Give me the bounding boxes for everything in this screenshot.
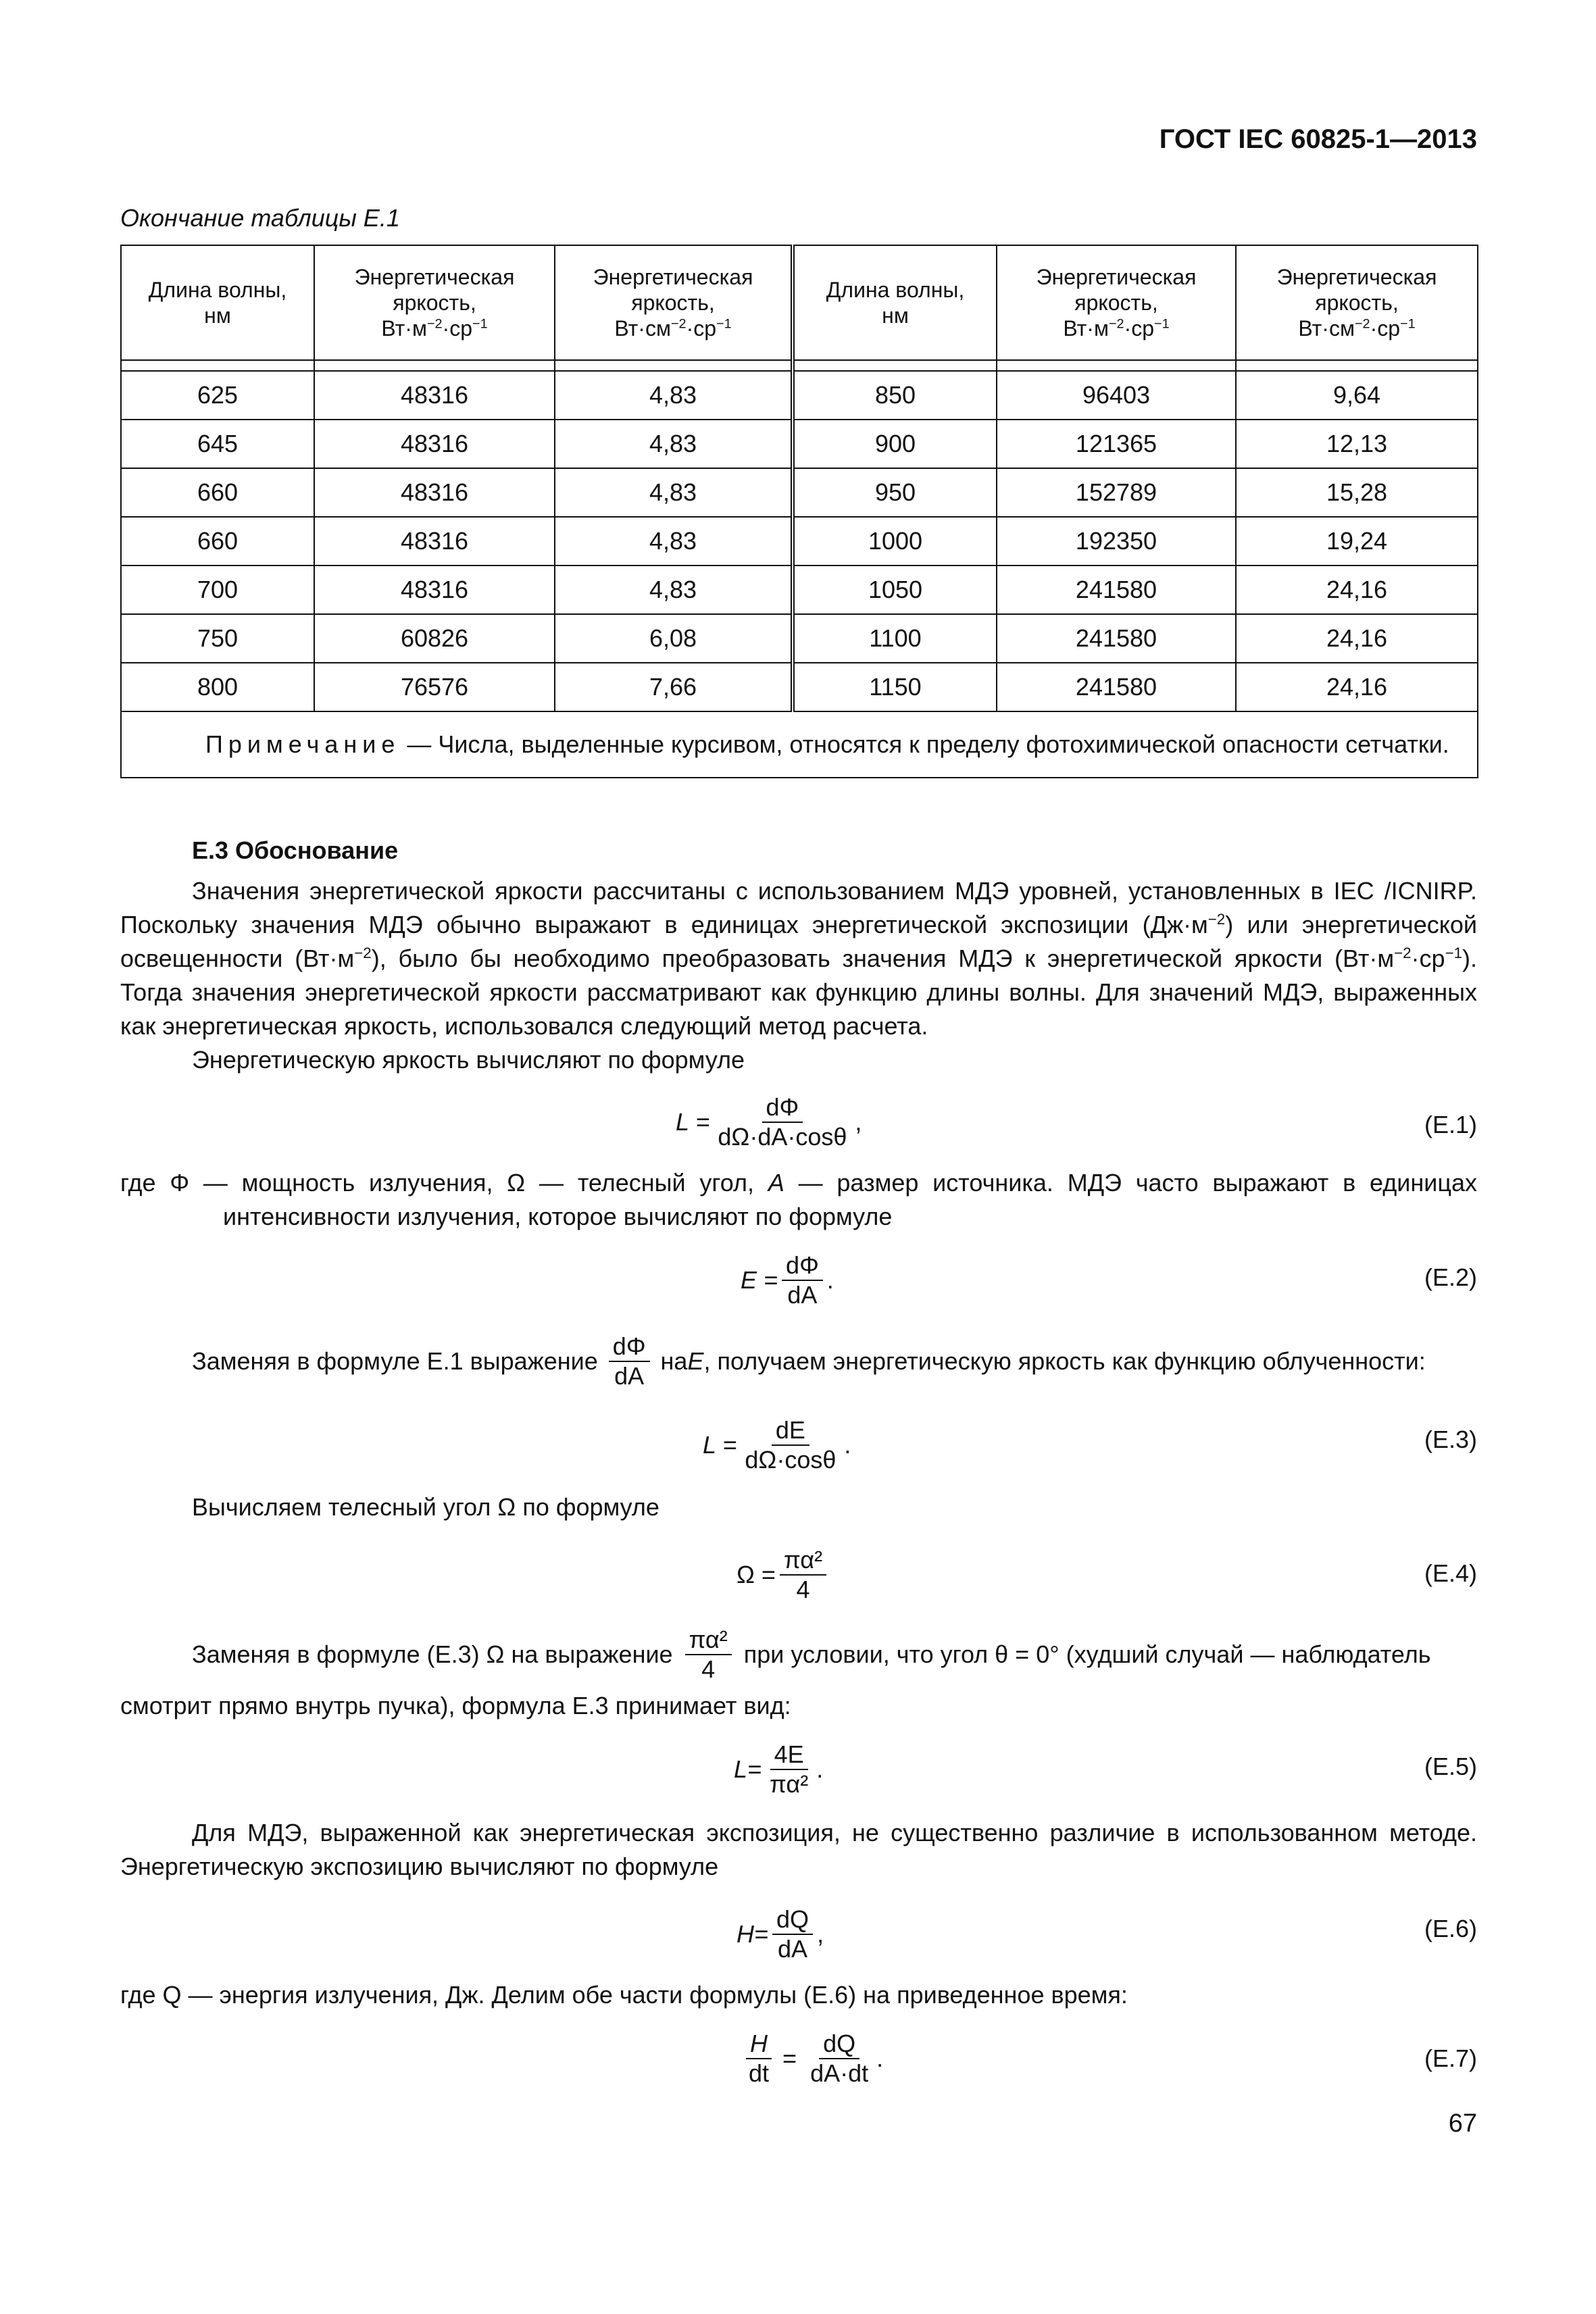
- table-cell: 950: [793, 468, 997, 517]
- table-row: [121, 517, 1478, 565]
- table-cell: 15,28: [1236, 468, 1478, 517]
- table-row: [121, 371, 1478, 420]
- table-cell: 1150: [793, 663, 997, 711]
- table-cell: 4,83: [555, 371, 793, 420]
- table-cell: 96403: [997, 371, 1236, 420]
- table-cell: 660: [121, 517, 314, 565]
- header-radiance-cm-1: Энергетическая яркость, $Вт\cdot см^{-2}\cdot ср^{-1}$: [555, 245, 793, 360]
- header-wavelength-2: Длина волны, нм: [793, 245, 997, 360]
- formula-e2: E = $\frac{d\Phi}{dA}$ .: [741, 1251, 834, 1309]
- standard-header: ГОСТ IEC 60825-1—2013: [1159, 124, 1477, 154]
- formula-e6: H= $\frac{dQ}{dA}$ ,: [737, 1905, 824, 1963]
- table-cell: 48316: [314, 420, 555, 468]
- table-header-row: [121, 245, 1478, 360]
- table-cell: 700: [121, 565, 314, 614]
- header-radiance-cm-2: Энергетическая яркость, $Вт\cdot см^{-2}\cdot ср^{-1}$: [1236, 245, 1478, 360]
- page-number: 67: [1448, 2109, 1477, 2138]
- table-row: [121, 468, 1478, 517]
- table-cell: 24,16: [1236, 614, 1478, 663]
- header-separator: [121, 360, 1478, 371]
- table-cell: 48316: [314, 517, 555, 565]
- table-caption: Окончание таблицы Е.1: [120, 204, 400, 232]
- section-heading: Е.3 Обоснование: [192, 836, 399, 864]
- table-cell: 76576: [314, 663, 555, 711]
- formula-e5: L= $\frac{4E}{\text{πα²}}$ .: [734, 1740, 824, 1798]
- table-cell: 241580: [997, 663, 1236, 711]
- table-cell: 19,24: [1236, 517, 1478, 565]
- table-row: [121, 663, 1478, 711]
- table-cell: 1000: [793, 517, 997, 565]
- table-cell: 800: [121, 663, 314, 711]
- table-cell: 625: [121, 371, 314, 420]
- formula-intro: Энергетическую яркость вычисляют по формуле: [192, 1046, 745, 1074]
- equation-label-e2: (Е.2): [1424, 1263, 1477, 1291]
- table-cell: 7,66: [555, 663, 793, 711]
- substitution-line-2: Заменяя в формуле (Е.3) Ω на выражение $\frac{\text{πα²}}{4}$ при условии, что угол θ = 0° (худший случай — наблюдатель: [192, 1626, 1431, 1683]
- formula-e4: Ω = $\frac{\text{πα²}}{4}$: [737, 1546, 830, 1604]
- table-cell: 660: [121, 468, 314, 517]
- table-cell: 4,83: [555, 517, 793, 565]
- table-cell: 4,83: [555, 468, 793, 517]
- table-cell: 12,13: [1236, 420, 1478, 468]
- table-row: [121, 420, 1478, 468]
- section-paragraph-6: где Q — энергия излучения, Дж. Делим обе части формулы (Е.6) на приведенное время:: [120, 1981, 1128, 2009]
- table-cell: 750: [121, 614, 314, 663]
- section-paragraph-1: Значения энергетической яркости рассчитаны с использованием МДЭ уровней, установленных в IEC /ICNIRP. Поскольку значения МДЭ обычно выражают в единицах энергетической экспозиции $(Дж\cdot м^{-2})$ или энергетической освещенности $(Вт\cdot м^{-2})$, было бы необходимо преобразовать значения МДЭ к энергетической яркости $(Вт\cdot м^{-2}\cdot ср^{-1})$. Тогда значения энергетической яркости рассматривают как функцию длины волны. Для значений МДЭ, выраженных как энергетическая яркость, использовался следующий метод расчета. Энергетическую яркость вычисляют по формуле: [120, 874, 1477, 1077]
- table-cell: 4,83: [555, 565, 793, 614]
- header-radiance-m-1: Энергетическая яркость, $Вт\cdot м^{-2}\cdot ср^{-1}$: [314, 245, 555, 360]
- table-note: [121, 711, 1478, 778]
- table-cell: 1050: [793, 565, 997, 614]
- equation-label-e3: (Е.3): [1424, 1426, 1477, 1453]
- equation-label-e4: (Е.4): [1424, 1559, 1477, 1587]
- table-cell: 48316: [314, 565, 555, 614]
- table-row: [121, 614, 1478, 663]
- table-cell: 850: [793, 371, 997, 420]
- table-cell: 24,16: [1236, 663, 1478, 711]
- table-cell: 24,16: [1236, 565, 1478, 614]
- formula-e7: $\frac{H}{dt}$ = $\frac{dQ}{dA\cdot dt}$ .: [741, 2030, 883, 2088]
- table-cell: 900: [793, 420, 997, 468]
- section-paragraph-3: Вычисляем телесный угол Ω по формуле: [192, 1493, 659, 1521]
- table-cell: 192350: [997, 517, 1236, 565]
- table-cell: 6,08: [555, 614, 793, 663]
- equation-label-e1: (Е.1): [1424, 1111, 1477, 1138]
- wavelength-table: [120, 245, 1478, 778]
- table-cell: 48316: [314, 468, 555, 517]
- equation-label-e5: (Е.5): [1424, 1753, 1477, 1780]
- header-radiance-m-2: Энергетическая яркость, $Вт\cdot м^{-2}\cdot ср^{-1}$: [997, 245, 1236, 360]
- table-cell: 152789: [997, 468, 1236, 517]
- table-cell: 241580: [997, 565, 1236, 614]
- section-paragraph-4: смотрит прямо внутрь пучка), формула Е.3 принимает вид:: [120, 1692, 791, 1719]
- header-wavelength-1: Длина волны, нм: [121, 245, 314, 360]
- section-paragraph-5: Для МДЭ, выраженной как энергетическая экспозиция, не существенно различие в использованном методе. Энергетическую экспозицию вычисляют по формуле: [120, 1819, 1477, 1880]
- table-cell: 645: [121, 420, 314, 468]
- formula-e3: L = $\frac{dE}{d\Omega\cdot\cos\theta}$ .: [703, 1416, 851, 1474]
- table-cell: 121365: [997, 420, 1236, 468]
- table-cell: 9,64: [1236, 371, 1478, 420]
- table-cell: 4,83: [555, 420, 793, 468]
- substitution-line-1: Заменяя в формуле Е.1 выражение $\frac{d\Phi}{dA}$ на E , получаем энергетическую яркость как функцию облученности:: [192, 1332, 1426, 1390]
- note-label: Примечание: [205, 730, 401, 758]
- table-row: [121, 565, 1478, 614]
- table-cell: 241580: [997, 614, 1236, 663]
- equation-label-e6: (Е.6): [1424, 1915, 1477, 1942]
- table-cell: 1100: [793, 614, 997, 663]
- note-text: — Числа, выделенные курсивом, относятся к пределу фотохимической опасности сетчатки.: [400, 730, 1449, 758]
- formula-e1: L = $\frac{d\Phi}{d\Omega\cdot dA\cdot\cos\theta}$ ,: [676, 1093, 862, 1151]
- table-note-row: [121, 711, 1478, 778]
- table-cell: 48316: [314, 371, 555, 420]
- table-cell: 60826: [314, 614, 555, 663]
- equation-label-e7: (Е.7): [1424, 2044, 1477, 2072]
- section-paragraph-2: где Φ — мощность излучения, Ω — телесный угол, A — размер источника. МДЭ часто выражают в единицах интенсивности излучения, которое вычисляют по формуле: [120, 1169, 1477, 1230]
